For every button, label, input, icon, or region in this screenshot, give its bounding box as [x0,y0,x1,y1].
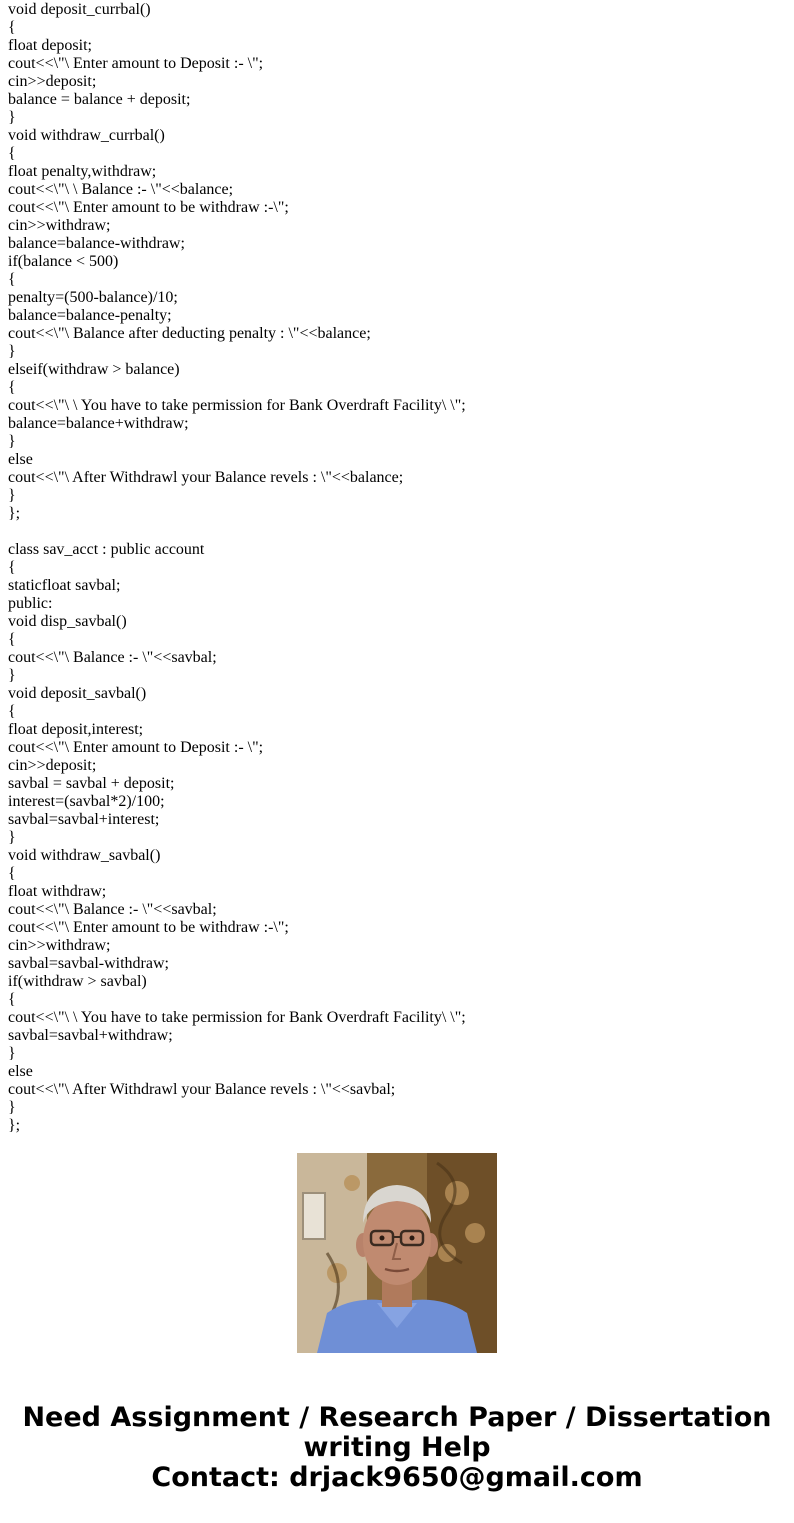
code-line: { [8,145,16,162]
code-line: } [8,109,16,126]
code-line: balance=balance-penalty; [8,307,172,324]
code-line: savbal=savbal+withdraw; [8,1027,173,1044]
promo-banner [0,1403,794,1493]
code-line: cout<<\"\ \ You have to take permission for Bank Overdraft Facility\ \"; [8,1009,466,1026]
code-line: cin>>withdraw; [8,217,111,234]
code-line: if(balance < 500) [8,253,119,270]
code-line: }; [8,505,21,522]
code-line: staticfloat savbal; [8,577,121,594]
code-line: cout<<\"\ After Withdrawl your Balance revels : \"<<balance; [8,469,404,486]
code-line: { [8,271,16,288]
code-line: void deposit_savbal() [8,685,147,702]
promo-line-assignment: Need Assignment / Research Paper / Dissertation [22,1402,772,1433]
code-line: { [8,703,16,720]
code-line: cout<<\"\ Enter amount to be withdraw :-\"; [8,199,289,216]
code-line: public: [8,595,53,612]
code-line: savbal = savbal + deposit; [8,775,175,792]
code-line: } [8,1099,16,1116]
code-line: cout<<\"\ \ Balance :- \"<<balance; [8,181,234,198]
code-line: cin>>withdraw; [8,937,111,954]
code-line: void withdraw_currbal() [8,127,165,144]
promo-contact-email: Contact: drjack9650@gmail.com [151,1462,643,1493]
author-avatar [297,1153,497,1353]
code-line: float withdraw; [8,883,107,900]
code-line: cout<<\"\ Balance after deducting penalty : \"<<balance; [8,325,371,342]
code-line: float penalty,withdraw; [8,163,157,180]
author-portrait-image [297,1153,497,1353]
code-line: cout<<\"\ Enter amount to Deposit :- \"; [8,739,264,756]
code-line: savbal=savbal+interest; [8,811,160,828]
code-line: class sav_acct : public account [8,541,205,558]
code-line: balance=balance+withdraw; [8,415,189,432]
code-line [8,523,788,541]
code-line: }; [8,1117,21,1134]
code-line: float deposit; [8,37,92,54]
code-line: { [8,631,16,648]
code-line: cin>>deposit; [8,757,97,774]
code-line: void withdraw_savbal() [8,847,161,864]
code-line: cout<<\"\ Balance :- \"<<savbal; [8,649,217,666]
code-line: } [8,667,16,684]
code-line: if(withdraw > savbal) [8,973,147,990]
code-line: { [8,991,16,1008]
code-line: cout<<\"\ \ You have to take permission for Bank Overdraft Facility\ \"; [8,397,466,414]
code-line: float deposit,interest; [8,721,144,738]
code-line: else [8,451,33,468]
code-line: penalty=(500-balance)/10; [8,289,178,306]
code-line: balance = balance + deposit; [8,91,191,108]
code-line: cout<<\"\ After Withdrawl your Balance revels : \"<<savbal; [8,1081,396,1098]
code-line: } [8,433,16,450]
code-line: { [8,379,16,396]
code-line: cin>>deposit; [8,73,97,90]
code-line: { [8,559,16,576]
code-line: } [8,1045,16,1062]
code-line: else [8,1063,33,1080]
code-line: savbal=savbal-withdraw; [8,955,169,972]
code-line: void deposit_currbal() [8,1,151,18]
code-listing [8,1,788,1134]
code-line: cout<<\"\ Balance :- \"<<savbal; [8,901,217,918]
code-line: } [8,487,16,504]
code-line: cout<<\"\ Enter amount to Deposit :- \"; [8,55,264,72]
promo-line-writing-help: writing Help [303,1432,491,1463]
code-line: { [8,865,16,882]
code-line: interest=(savbal*2)/100; [8,793,165,810]
code-line: elseif(withdraw > balance) [8,361,180,378]
code-line: cout<<\"\ Enter amount to be withdraw :-\"; [8,919,289,936]
code-line: } [8,829,16,846]
code-line: } [8,343,16,360]
code-line: { [8,19,16,36]
code-line: balance=balance-withdraw; [8,235,185,252]
code-line: void disp_savbal() [8,613,127,630]
